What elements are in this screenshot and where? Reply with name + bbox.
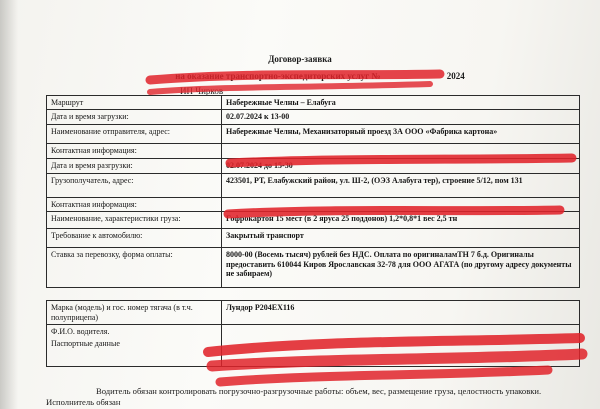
form-row-sender-contact bbox=[47, 144, 580, 159]
document-subtitle bbox=[0, 71, 600, 81]
form-value bbox=[222, 144, 580, 159]
form-label: Требование к автомобилю: bbox=[47, 229, 222, 248]
document-title: Договор-заявка bbox=[268, 54, 332, 64]
form-row-driver-name bbox=[47, 325, 580, 337]
form-value: 02.07.2024 до 15-30 bbox=[222, 159, 580, 174]
form-value: Набережные Челны – Елабуга bbox=[222, 96, 580, 110]
form-row-consignee bbox=[47, 174, 580, 198]
footer-paragraph: Водитель обязан контролировать погрузочно-разгрузочные работы: объем, вес, размещение груза, целостность упаковки. Исполнитель обязан bbox=[46, 386, 542, 407]
form-value: 02.07.2024 к 13-00 bbox=[222, 110, 580, 125]
form-label: Грузополучатель, адрес: bbox=[47, 174, 222, 198]
subtitle-tail: 2024 bbox=[446, 71, 465, 81]
form-value: Закрытый транспорт bbox=[222, 229, 580, 248]
parties-line: ИП Чирков bbox=[180, 86, 224, 96]
form-row-truck bbox=[47, 301, 580, 325]
form-value: Набережные Челны, Механизаторный проезд 3А ООО «Фабрика картона» bbox=[222, 125, 580, 144]
form-row-unload-date bbox=[47, 159, 580, 174]
form-row-consignee-contact bbox=[47, 198, 580, 212]
form-row-load-date bbox=[47, 110, 580, 125]
form-label: Контактная информация: bbox=[47, 144, 222, 159]
form-label: Маршрут bbox=[47, 96, 222, 110]
form-value: 8000-00 (Восемь тысяч) рублей без НДС. Оплата по оригиналамТН 7 б.д. Оригиналы предоставить 610044 Киров Ярославская 32-78 для ООО АГАТА (по другому адресу документы не забираем) bbox=[222, 248, 580, 288]
form-value: 423501, РТ, Елабужский район, ул. Ш-2, (ОЭЗ Алабуга тер), строение 5/12, пом 131 bbox=[222, 174, 580, 198]
form-label: Ставка за перевозку, форма оплаты: bbox=[47, 248, 222, 288]
form-value: Гофрокартон 15 мест (в 2 яруса 25 поддонов) 1,2*0,8*1 вес 2,5 тн bbox=[222, 212, 580, 229]
order-form-table bbox=[46, 95, 580, 367]
form-row-vehicle-req bbox=[47, 229, 580, 248]
form-gap bbox=[47, 288, 580, 301]
form-row-cargo bbox=[47, 212, 580, 229]
form-row-sender bbox=[47, 125, 580, 144]
form-label: Дата и время разгрузки: bbox=[47, 159, 222, 174]
form-row-rate bbox=[47, 248, 580, 288]
form-label: Наименование, характеристики груза: bbox=[47, 212, 222, 229]
form-label: Паспортные данные bbox=[47, 337, 222, 367]
redaction-stroke-driver-3 bbox=[220, 370, 548, 382]
form-label: Контактная информация: bbox=[47, 198, 222, 212]
form-label: Марка (модель) и гос. номер тягача (в т.ч. полуприцепа) bbox=[47, 301, 222, 325]
form-value bbox=[222, 198, 580, 212]
form-value: Лундор Р204ЕХ116 bbox=[222, 301, 580, 325]
form-label: Ф.И.О. водителя. bbox=[47, 325, 222, 337]
form-label: Дата и время загрузки: bbox=[47, 110, 222, 125]
form-label: Наименование отправителя, адрес: bbox=[47, 125, 222, 144]
form-value bbox=[222, 325, 580, 367]
subtitle-text: на оказание транспортно-экспедиторских услуг № bbox=[175, 71, 381, 81]
form-row-route bbox=[47, 96, 580, 110]
